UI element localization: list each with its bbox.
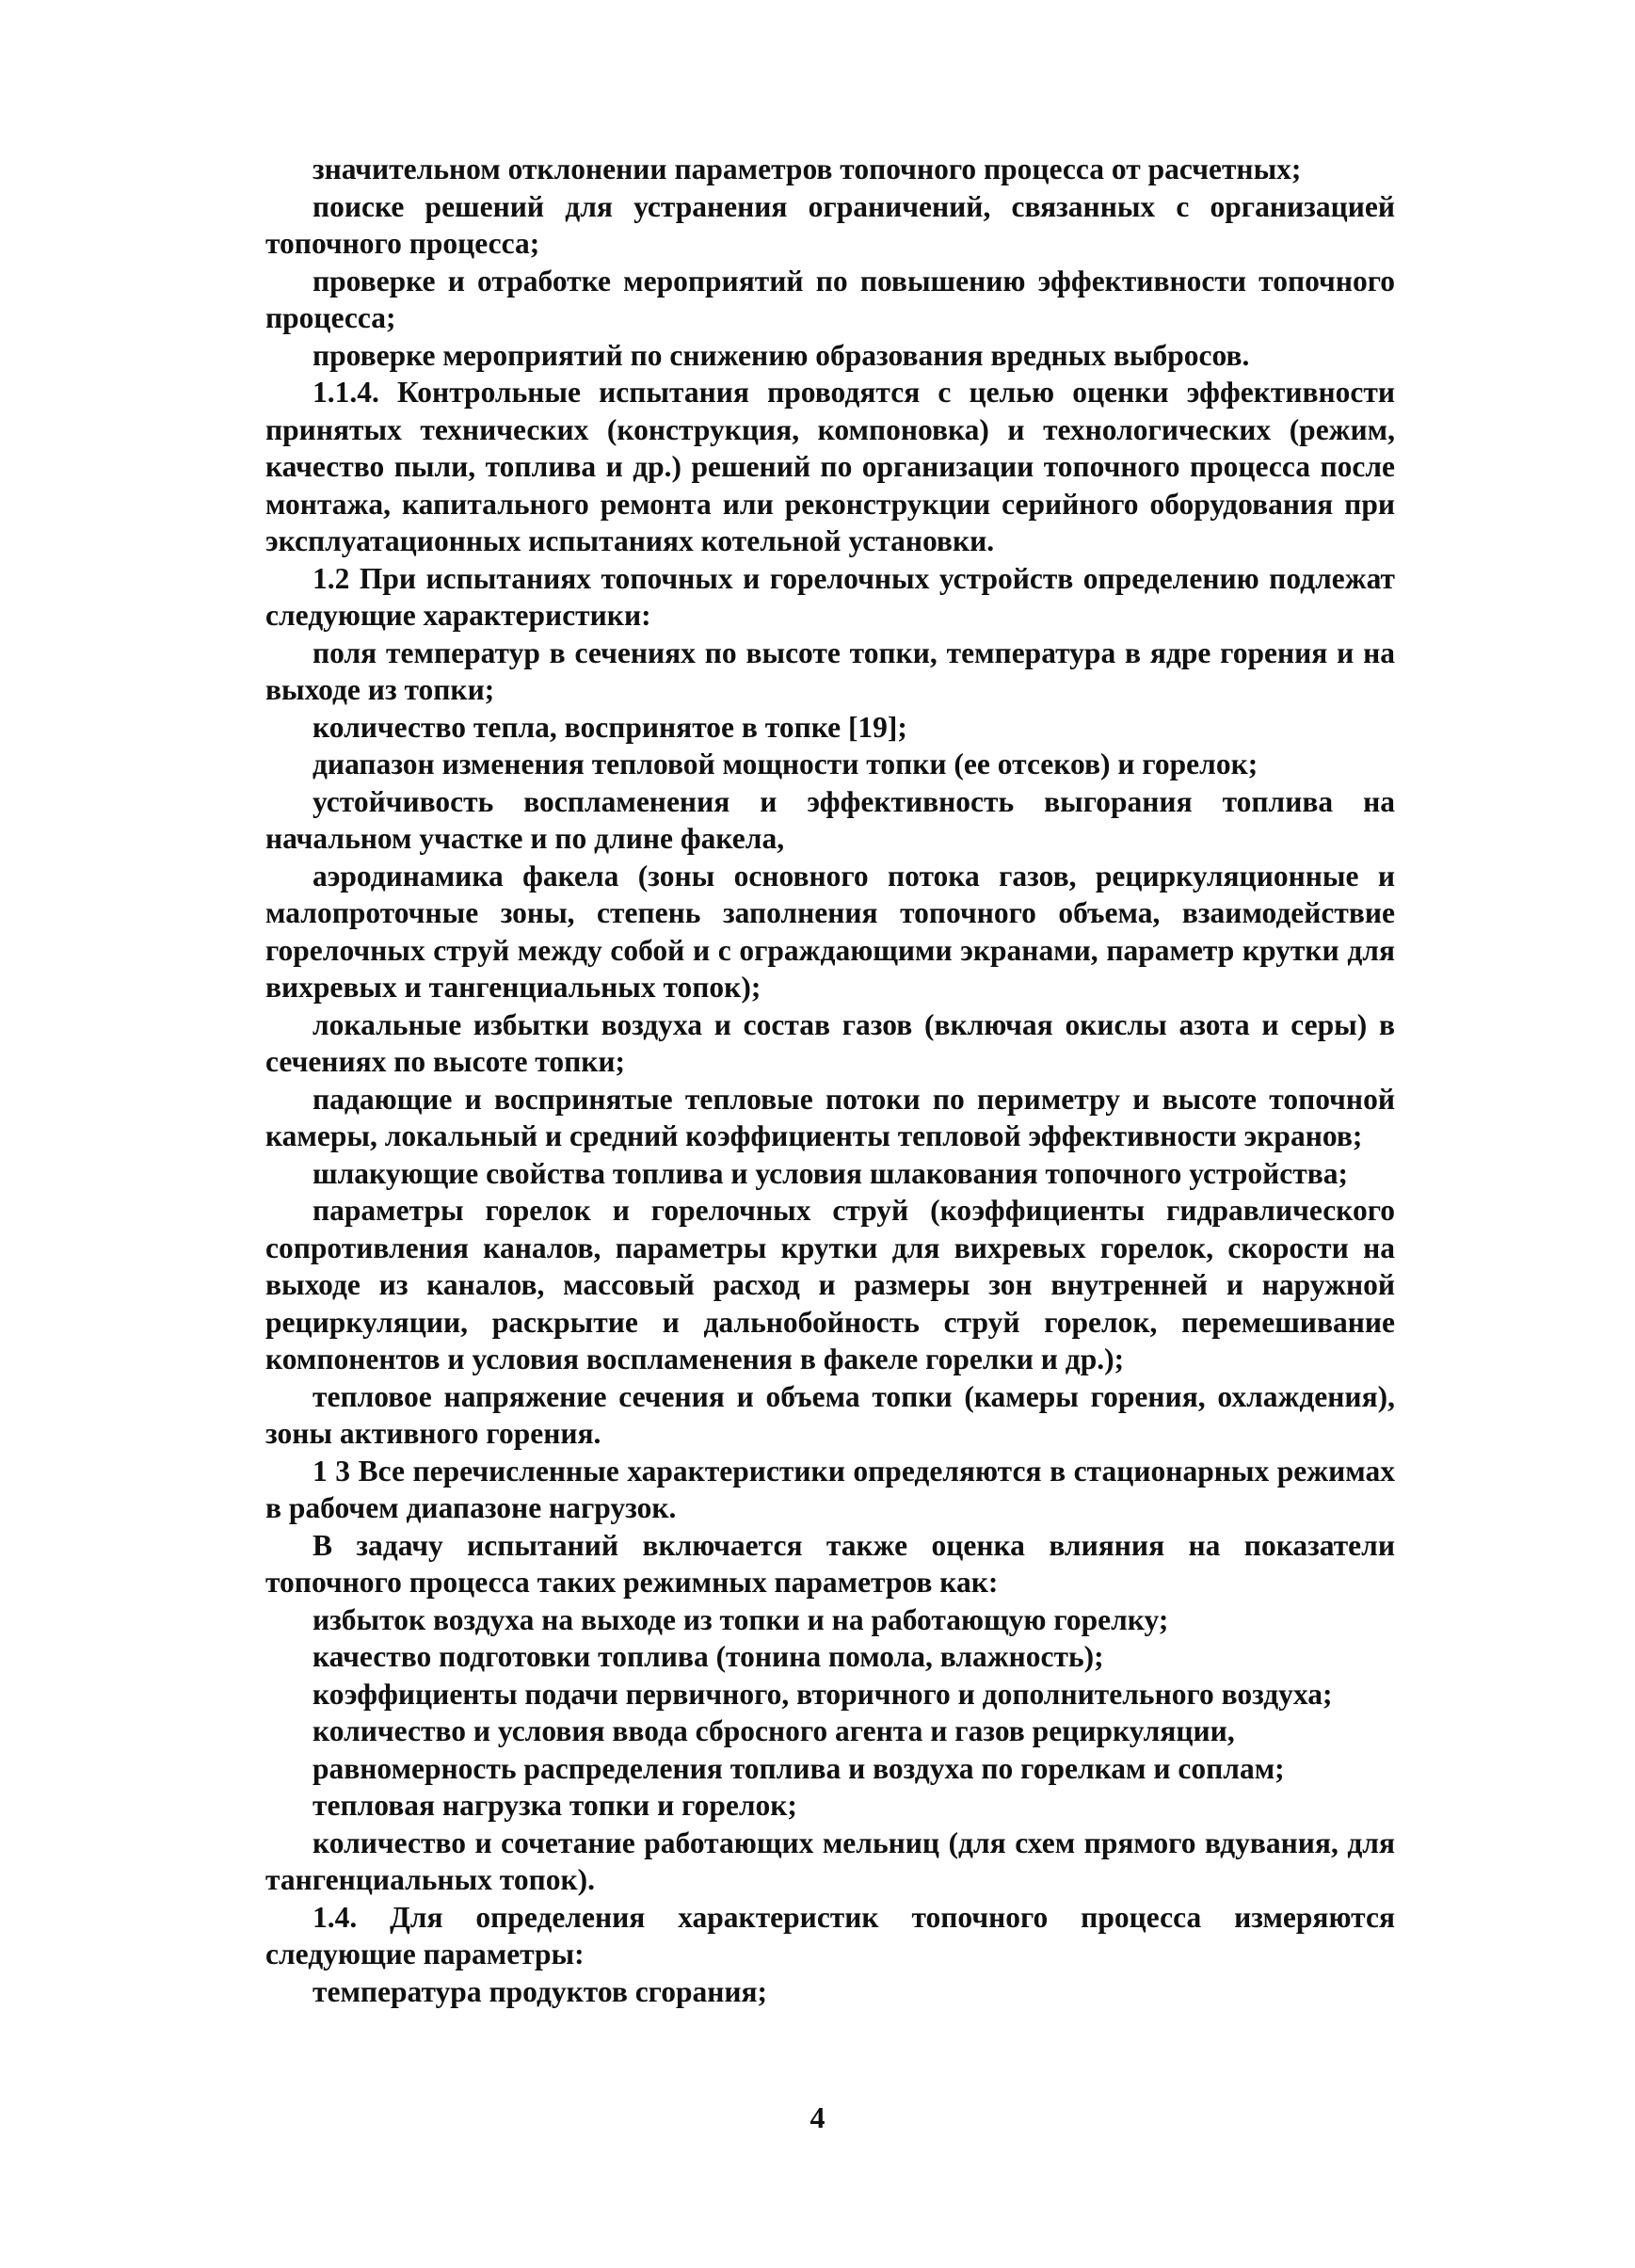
paragraph: проверке и отработке мероприятий по повышению эффективности топочного процесса; <box>265 264 1395 334</box>
list-item: тепловое напряжение сечения и объема топки (камеры горения, охлаждения), зоны активного горения. <box>265 1379 1395 1450</box>
list-item: количество и условия ввода сбросного агента и газов рециркуляции, <box>313 1714 1235 1747</box>
list-item: диапазон изменения тепловой мощности топки (ее отсеков) и горелок; <box>313 748 1258 780</box>
list-item: тепловая нагрузка топки и горелок; <box>313 1789 797 1822</box>
list-item: температура продуктов сгорания; <box>313 1974 768 2008</box>
list-item: избыток воздуха на выходе из топки и на работающую горелку; <box>313 1602 1169 1636</box>
section-1-2: 1.2 При испытаниях топочных и горелочных устройств определению подлежат следующие характеристики: <box>265 561 1395 632</box>
list-item: количество тепла, воспринятое в топке [19]; <box>313 710 907 744</box>
list-item: равномерность распределения топлива и воздуха по горелкам и соплам; <box>313 1751 1285 1785</box>
list-item: локальные избытки воздуха и состав газов (включая окислы азота и серы) в сечениях по высоте топки; <box>265 1007 1395 1078</box>
page-number: 4 <box>809 2100 826 2134</box>
list-item: падающие и воспринятые тепловые потоки по периметру и высоте топочной камеры, локальный и средний коэффициенты тепловой эффективности экранов; <box>265 1082 1395 1152</box>
list-item: параметры горелок и горелочных струй (коэффициенты гидравлического сопротивления каналов, параметры крутки для вихревых горелок, скорости на выходе из каналов, массовый расход и размеры зон внутренней и наружной рециркуляции, раскрытие и дальнобойность струй горелок, перемешивание компонентов и условия воспламенения в факеле горелки и др.); <box>265 1194 1395 1375</box>
section-1-1-4: 1.1.4. Контрольные испытания проводятся с целью оценки эффективности принятых технических (конструкция, компоновка) и технологических (режим, качество пыли, топлива и др.) решений по организации топочного процесса после монтажа, капитального ремонта или реконструкции серийного оборудования при эксплуатационных испытаниях котельной установки. <box>265 376 1395 557</box>
paragraph: проверке мероприятий по снижению образования вредных выбросов. <box>313 338 1250 372</box>
list-item: качество подготовки топлива (тонина помола, влажность); <box>313 1640 1104 1673</box>
list-item: шлакующие свойства топлива и условия шлакования топочного устройства; <box>313 1156 1348 1190</box>
section-1-3: 1 3 Все перечисленные характеристики определяются в стационарных режимах в рабочем диапазоне нагрузок. <box>265 1454 1395 1524</box>
list-item: коэффициенты подачи первичного, вторичного и дополнительного воздуха; <box>313 1677 1333 1711</box>
list-item: количество и сочетание работающих мельниц (для схем прямого вдувания, для тангенциальных топок). <box>265 1826 1395 1896</box>
list-item: устойчивость воспламенения и эффективность выгорания топлива на начальном участке и по длине факела, <box>265 784 1395 855</box>
list-item: аэродинамика факела (зоны основного потока газов, рециркуляционные и малопроточные зоны, степень заполнения топочного объема, взаимодействие горелочных струй между собой и с ограждающими экранами, параметр крутки для вихревых и тангенциальных топок); <box>265 859 1395 1004</box>
body-text <box>265 151 1395 2010</box>
paragraph: поиске решений для устранения ограничений, связанных с организацией топочного процесса; <box>265 189 1395 260</box>
section-1-4: 1.4. Для определения характеристик топочного процесса измеряются следующие параметры: <box>265 1900 1395 1970</box>
list-item: поля температур в сечениях по высоте топки, температура в ядре горения и на выходе из топки; <box>265 635 1395 706</box>
paragraph: значительном отклонении параметров топочного процесса от расчетных; <box>313 153 1302 185</box>
paragraph: В задачу испытаний включается также оценка влияния на показатели топочного процесса таких режимных параметров как: <box>265 1528 1395 1599</box>
